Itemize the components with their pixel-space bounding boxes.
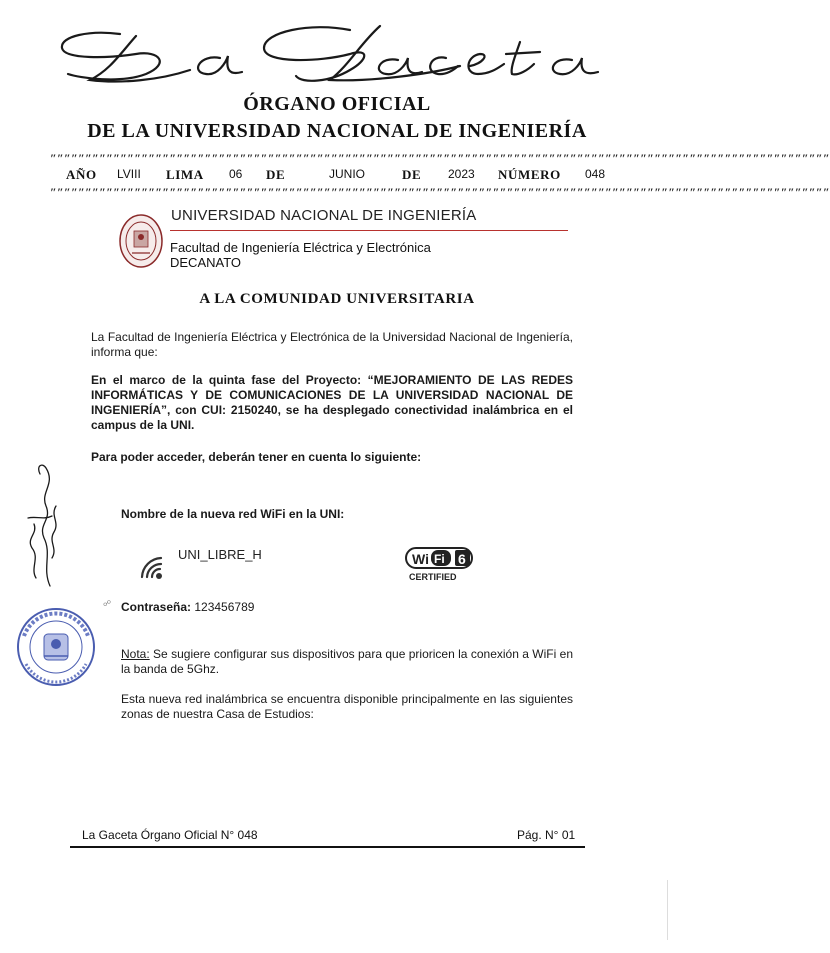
numero-value: 048 — [585, 167, 606, 181]
letterhead-office: DECANATO — [170, 255, 242, 270]
password-line — [121, 600, 254, 614]
issue-info-row — [0, 167, 674, 185]
numero-label: NÚMERO — [498, 167, 561, 182]
lima-label: LIMA — [166, 167, 204, 182]
zones-paragraph: Esta nueva red inalámbrica se encuentra disponible principalmente en las siguientes zonas de nuestra Casa de Estudios: — [121, 692, 573, 721]
document-heading: A LA COMUNIDAD UNIVERSITARIA — [199, 291, 475, 307]
official-stamp — [10, 606, 102, 688]
svg-text:Wi: Wi — [412, 551, 429, 567]
letterhead-university: UNIVERSIDAD NACIONAL DE INGENIERÍA — [171, 207, 477, 224]
note-label: Nota: — [121, 647, 150, 661]
ano-value: LVIII — [117, 167, 141, 181]
footer-page-number: Pág. N° 01 — [517, 828, 576, 842]
letterhead-faculty: Facultad de Ingeniería Eléctrica y Electrónica — [170, 240, 431, 255]
footer-divider — [70, 846, 585, 848]
wifi6-certified-logo — [405, 545, 481, 583]
letterhead-divider — [170, 230, 568, 231]
day-value: 06 — [229, 167, 243, 181]
project-paragraph: En el marco de la quinta fase del Proyecto: “MEJORAMIENTO DE LAS REDES INFORMÁTICAS Y DE COMUNICACIONES DE LA UNIVERSIDAD NACIONAL DE INGENIERÍA”, con CUI: 2150240, se ha desplegado conectividad inalámbrica en el campus de la UNI. — [91, 373, 573, 432]
university-title: DE LA UNIVERSIDAD NACIONAL DE INGENIERÍA — [87, 120, 587, 142]
small-mark-icon: ☍ — [103, 599, 112, 608]
password-label: Contraseña: — [121, 600, 192, 614]
password-value: 123456789 — [194, 600, 255, 614]
scan-edge-line — [667, 880, 668, 940]
organo-oficial-title: ÓRGANO OFICIAL — [243, 93, 431, 115]
note-text: Se sugiere configurar sus dispositivos para que prioricen la conexión a WiFi en la banda de 5Ghz. — [121, 647, 573, 676]
de-label-2: DE — [402, 167, 422, 182]
handwritten-signature — [22, 458, 64, 588]
access-paragraph: Para poder acceder, deberán tener en cuenta lo siguiente: — [91, 450, 422, 464]
wifi6-certified-text: CERTIFIED — [409, 572, 457, 582]
wifi-ssid: UNI_LIBRE_H — [178, 547, 262, 562]
month-value: JUNIO — [329, 167, 365, 181]
svg-text:Fi: Fi — [434, 552, 445, 566]
university-seal-icon — [118, 213, 164, 269]
intro-paragraph: La Facultad de Ingeniería Eléctrica y Electrónica de la Universidad Nacional de Ingeniería, informa que: — [91, 330, 573, 359]
year-value: 2023 — [448, 167, 475, 181]
svg-text:6: 6 — [458, 551, 466, 567]
note-paragraph — [121, 647, 573, 677]
footer-publication: La Gaceta Órgano Oficial N° 048 — [82, 828, 258, 842]
la-gaceta-logo — [50, 14, 620, 90]
decorative-dashes-top: ″″″″″″″″″″″″″″″″″″″″″″″″″″″″″″″″″″″″″″″″″″″″″″″″″″″″″″″″″″″″″″″″″″″″″″″″″″″″″″″″″″″″″″″″″″″″″″″″″″″″″″″″″″″″″″″ — [50, 151, 830, 165]
ano-label: AÑO — [66, 167, 97, 182]
decorative-dashes-bottom: ″″″″″″″″″″″″″″″″″″″″″″″″″″″″″″″″″″″″″″″″″″″″″″″″″″″″″″″″″″″″″″″″″″″″″″″″″″″″″″″″″″″″″″″″″″″″″″″″″″″″″″″″″″″″″″″ — [50, 185, 830, 199]
wifi-icon — [139, 553, 169, 581]
network-name-label: Nombre de la nueva red WiFi en la UNI: — [121, 507, 345, 521]
de-label-1: DE — [266, 167, 286, 182]
